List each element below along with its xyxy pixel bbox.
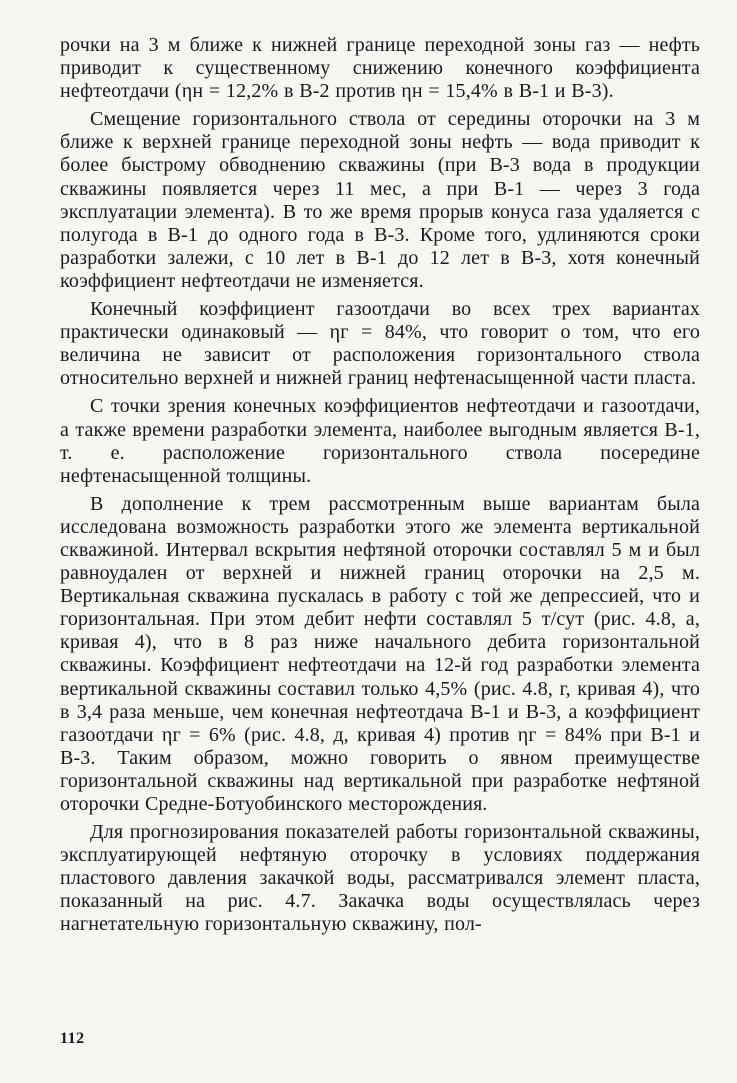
paragraph-gas-recovery: Конечный коэффициент газоотдачи во всех трех вариантах практически одинаковый — ηг = 84%, что говорит о том, что его величина не зависит от расположения горизонтального ствола относительно верхней и нижней границ нефтенасыщенной части пласта. [60, 298, 700, 390]
paragraph-vertical-well: В дополнение к трем рассмотренным выше вариантам была исследована возможность разработки этого же элемента вертикальной скважиной. Интервал вскрытия нефтяной оторочки составлял 5 м и был равноудален от верхней и нижней границ оторочки на 2,5 м. Вертикальная скважина пускалась в работу с той же депрессией, что и горизонтальная. При этом дебит нефти составлял 5 т/сут (рис. 4.8, а, кривая 4), что в 8 раз ниже начального дебита горизонтальной скважины. Коэффициент нефтеотдачи на 12-й год разработки элемента вертикальной скважины составил только 4,5% (рис. 4.8, г, кривая 4), что в 3,4 раза меньше, чем конечная нефтеотдача В-1 и В-3, а коэффициент газоотдачи ηг = 6% (рис. 4.8, д, кривая 4) против ηг = 84% при В-1 и В-3. Таким образом, можно говорить о явном преимуществе горизонтальной скважины над вертикальной при разработке нефтяной оторочки Средне-Ботуобинского месторождения. [60, 492, 700, 815]
paragraph-water-injection: Для прогнозирования показателей работы горизонтальной скважины, эксплуатирующей нефтяную оторочку в условиях поддержания пластового давления закачкой воды, рассматривался элемент пласта, показанный на рис. 4.7. Закачка воды осуществлялась через нагнетательную горизонтальную скважину, пол- [60, 821, 700, 936]
page-number: 112 [60, 1030, 85, 1047]
paragraph-best-variant: С точки зрения конечных коэффициентов нефтеотдачи и газоотдачи, а также времени разработки элемента, наиболее выгодным является В-1, т. е. расположение горизонтального ствола посередине нефтенасыщенной толщины. [60, 395, 700, 487]
page-body [60, 34, 700, 937]
paragraph-continuation: рочки на 3 м ближе к нижней границе переходной зоны газ — нефть приводит к существенному снижению конечного коэффициента нефтеотдачи (ηн = 12,2% в В-2 против ηн = 15,4% в В-1 и В-3). [60, 34, 700, 103]
paragraph-shift-to-upper-boundary: Смещение горизонтального ствола от середины оторочки на 3 м ближе к верхней границе переходной зоны нефть — вода приводит к более быстрому обводнению скважины (при В-3 вода в продукции скважины появляется через 11 мес, а при В-1 — через 3 года эксплуатации элемента). В то же время прорыв конуса газа удаляется с полугода в В-1 до одного года в В-3. Кроме того, удлиняются сроки разработки залежи, с 10 лет в В-1 до 12 лет в В-3, хотя конечный коэффициент нефтеотдачи не изменяется. [60, 108, 700, 292]
